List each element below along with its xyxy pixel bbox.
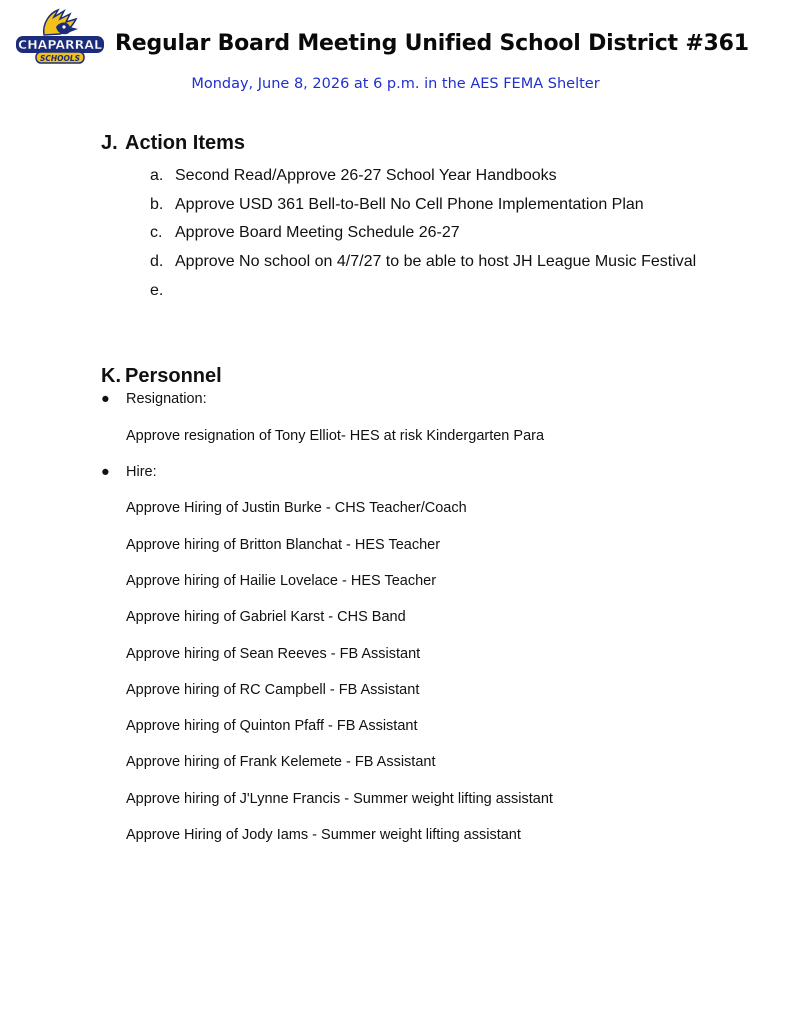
action-item	[150, 196, 644, 214]
list-marker: d.	[150, 253, 164, 270]
bullet-icon: ●	[101, 464, 110, 480]
bullet-icon: ●	[101, 391, 110, 407]
hire-item: Approve hiring of Gabriel Karst - CHS Band	[126, 609, 406, 625]
meeting-subtitle: Monday, June 8, 2026 at 6 p.m. in the AES FEMA Shelter	[191, 76, 600, 92]
hire-item: Approve hiring of Britton Blanchat - HES Teacher	[126, 537, 441, 553]
section-heading-action-items	[101, 132, 245, 155]
page-title: Regular Board Meeting Unified School District #361	[115, 31, 749, 56]
section-title: Action Items	[125, 132, 246, 154]
svg-text:SCHOOLS: SCHOOLS	[39, 54, 81, 63]
list-marker: b.	[150, 196, 164, 213]
hire-item: Approve hiring of Hailie Lovelace - HES Teacher	[126, 573, 437, 589]
section-letter: J.	[101, 132, 118, 154]
hire-item: Approve hiring of J'Lynne Francis - Summer weight lifting assistant	[126, 791, 553, 807]
list-item-text: Approve No school on 4/7/27 to be able to host JH League Music Festival	[175, 253, 697, 270]
list-item-text: Approve USD 361 Bell-to-Bell No Cell Phone Implementation Plan	[175, 196, 644, 213]
list-item-text: Approve Board Meeting Schedule 26-27	[175, 224, 460, 241]
section-heading-personnel	[101, 365, 222, 388]
action-item	[150, 167, 557, 185]
hire-item: Approve Hiring of Jody Iams - Summer weight lifting assistant	[126, 827, 521, 843]
bullet-label: Resignation:	[126, 391, 207, 407]
svg-text:CHAPARRAL: CHAPARRAL	[18, 37, 102, 52]
list-item-text: Second Read/Approve 26-27 School Year Handbooks	[175, 167, 557, 184]
bullet-resignation	[101, 391, 207, 407]
action-item	[150, 282, 175, 300]
hire-item: Approve hiring of RC Campbell - FB Assistant	[126, 682, 420, 698]
list-marker: c.	[150, 224, 163, 241]
action-item	[150, 224, 460, 242]
section-title: Personnel	[125, 365, 222, 387]
list-marker: a.	[150, 167, 164, 184]
bullet-hire	[101, 464, 157, 480]
resignation-item: Approve resignation of Tony Elliot- HES at risk Kindergarten Para	[126, 428, 545, 444]
hire-item: Approve hiring of Quinton Pfaff - FB Assistant	[126, 718, 418, 734]
hire-item: Approve Hiring of Justin Burke - CHS Teacher/Coach	[126, 500, 467, 516]
section-letter: K.	[101, 365, 121, 387]
chaparral-logo	[14, 5, 106, 67]
list-marker: e.	[150, 282, 164, 299]
hire-item: Approve hiring of Frank Kelemete - FB Assistant	[126, 754, 436, 770]
bullet-label: Hire:	[126, 464, 157, 480]
hire-item: Approve hiring of Sean Reeves - FB Assistant	[126, 646, 421, 662]
action-item	[150, 253, 696, 271]
